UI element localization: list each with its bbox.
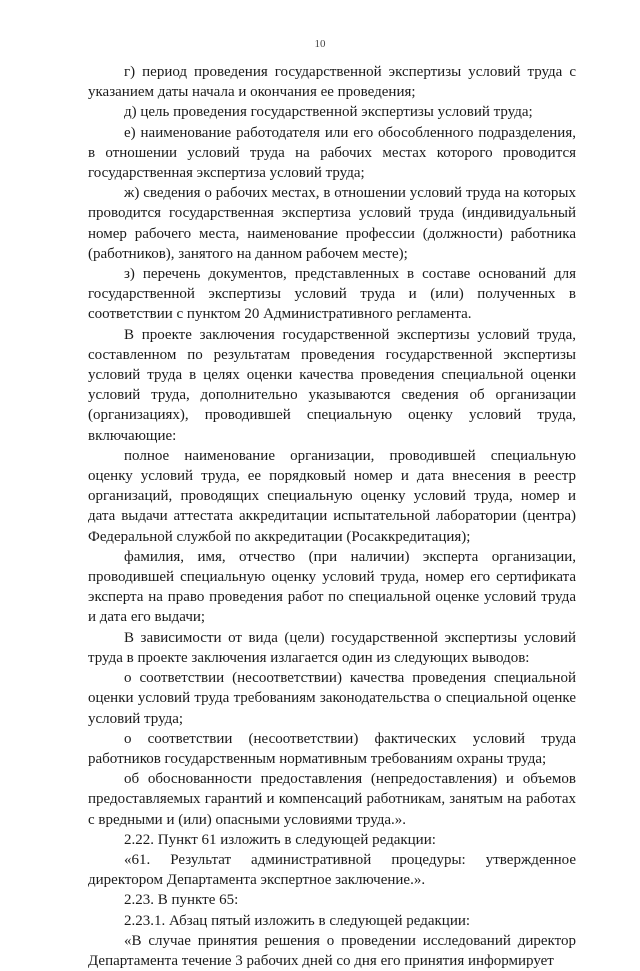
paragraph-clause-2-23: 2.23. В пункте 65:: [124, 892, 239, 909]
paragraph-item-e: е) наименование работодателя или его обособленного подразделения, в отношении условий труда на рабочих местах которого проводится государственная экспертиза условий труда;: [88, 124, 576, 182]
paragraph-clause-2-23-1: 2.23.1. Абзац пятый изложить в следующей редакции:: [124, 912, 471, 929]
paragraph-conclusions-intro: В зависимости от вида (цели) государственной экспертизы условий труда в проекте заключения излагается один из следующих выводов:: [88, 629, 576, 666]
paragraph-conclusion-quality: о соответствии (несоответствии) качества проведения специальной оценки условий труда требованиям законодательства о специальной оценке условий труда;: [88, 670, 576, 727]
paragraph-expert-name: фамилия, имя, отчество (при наличии) эксперта организации, проводившей специальную оценку условий труда, номер его сертификата эксперта на право проведения работ по специальной оценке условий труда и дата его выдачи;: [88, 548, 576, 626]
paragraph-item-zh: ж) сведения о рабочих местах, в отношении условий труда на которых проводится государственная экспертиза условий труда (индивидуальный номер рабочего места, наименование профессии (должности) работника (работников), занятого на данном рабочем месте);: [88, 185, 576, 262]
paragraph-item-g: г) период проведения государственной экспертизы условий труда с указанием даты начала и окончания ее проведения;: [88, 64, 576, 101]
paragraph-organization-name: полное наименование организации, проводившей специальную оценку условий труда, ее порядковый номер и дата внесения в реестр организаций, проводящих специальную оценку условий труда, номер и дата выдачи аттестата аккредитации испытательной лаборатории (центра) Федеральной службой по аккредитации (Росаккредитация);: [88, 447, 576, 545]
paragraph-draft-conclusion: В проекте заключения государственной экспертизы условий труда, составленном по результатам проведения государственной экспертизы условий труда в целях оценки качества проведения специальной оценки условий труда, дополнительно указываются сведения об организации (организациях), проводившей специальную оценку условий труда, включающие:: [88, 326, 576, 444]
document-body: [88, 62, 576, 971]
paragraph-conclusion-conditions: о соответствии (несоответствии) фактических условий труда работников государственным нормативным требованиям охраны труда;: [88, 730, 576, 767]
paragraph-clause-2-22: 2.22. Пункт 61 изложить в следующей редакции:: [124, 831, 436, 848]
paragraph-item-d: д) цель проведения государственной экспертизы условий труда;: [124, 104, 533, 121]
paragraph-research-decision: «В случае принятия решения о проведении исследований директор Департамента течение 3 рабочих дней со дня его принятия информирует: [88, 932, 576, 969]
paragraph-conclusion-guarantees: об обоснованности предоставления (непредоставления) и объемов предоставляемых гарантий и компенсаций работникам, занятым на работах с вредными и (или) опасными условиями труда.».: [88, 771, 576, 828]
paragraph-item-z: з) перечень документов, представленных в составе оснований для государственной экспертизы условий труда и (или) полученных в соответствии с пунктом 20 Административного регламента.: [88, 266, 576, 323]
paragraph-clause-61: «61. Результат административной процедуры: утвержденное директором Департамента экспертное заключение.».: [88, 851, 576, 889]
page-number: 10: [314, 38, 326, 50]
